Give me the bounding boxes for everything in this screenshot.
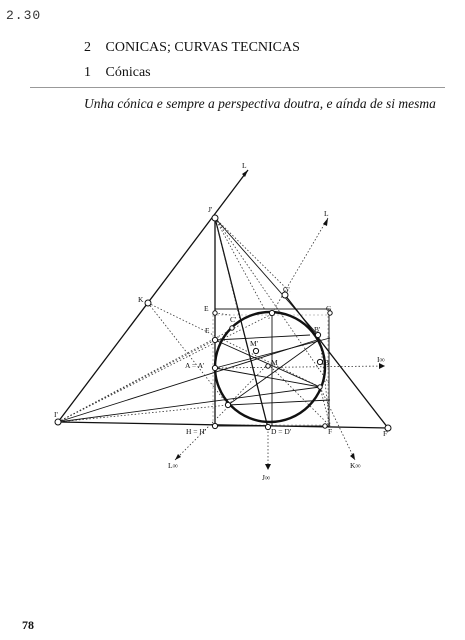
- section-heading: [84, 65, 151, 81]
- chapter-number: 2: [84, 40, 91, 55]
- chapter-title: CONICAS; CURVAS TECNICAS: [105, 40, 300, 55]
- label-F-bottom: F: [328, 427, 333, 436]
- conic-perspective-figure: [0, 140, 465, 500]
- label-I-left: I': [54, 410, 58, 419]
- label-B: B: [324, 358, 330, 367]
- triangle-lines: [58, 170, 388, 428]
- label-J: J': [208, 205, 213, 214]
- label-F-prime: F': [383, 429, 389, 438]
- figure-labels: [54, 161, 389, 482]
- label-E: E: [204, 304, 209, 313]
- label-G-prime: G': [283, 285, 290, 294]
- label-L-top: L: [242, 161, 247, 170]
- section-number: 1: [84, 65, 91, 80]
- page-number: 78: [22, 618, 34, 632]
- interior-lines: [58, 218, 330, 426]
- label-K: K: [138, 295, 144, 304]
- label-G: G: [326, 304, 332, 313]
- label-I-inf: I∞: [377, 355, 385, 364]
- label-B-prime: B': [314, 325, 321, 334]
- label-F-left: F: [205, 326, 210, 335]
- label-D: D = D': [271, 427, 292, 436]
- label-A: A = A': [185, 361, 205, 370]
- figure-caption: Unha cónica e sempre a perspectiva doutra, e aínda de si mesma: [84, 96, 436, 111]
- label-L-inf: L∞: [168, 461, 178, 470]
- label-M-prime: M': [250, 339, 259, 348]
- label-C-prime: C': [230, 315, 237, 324]
- section-title: Cónicas: [105, 65, 151, 80]
- chapter-heading: [84, 40, 300, 56]
- label-H: H = H': [186, 427, 207, 436]
- page-tag: 2.30: [6, 8, 42, 23]
- header-rule: [30, 87, 445, 88]
- dotted-lines: [58, 218, 385, 470]
- label-K-inf: K∞: [350, 461, 361, 470]
- label-J-inf: J∞: [262, 473, 271, 482]
- label-M: M: [271, 358, 278, 367]
- label-L-right: L: [324, 209, 329, 218]
